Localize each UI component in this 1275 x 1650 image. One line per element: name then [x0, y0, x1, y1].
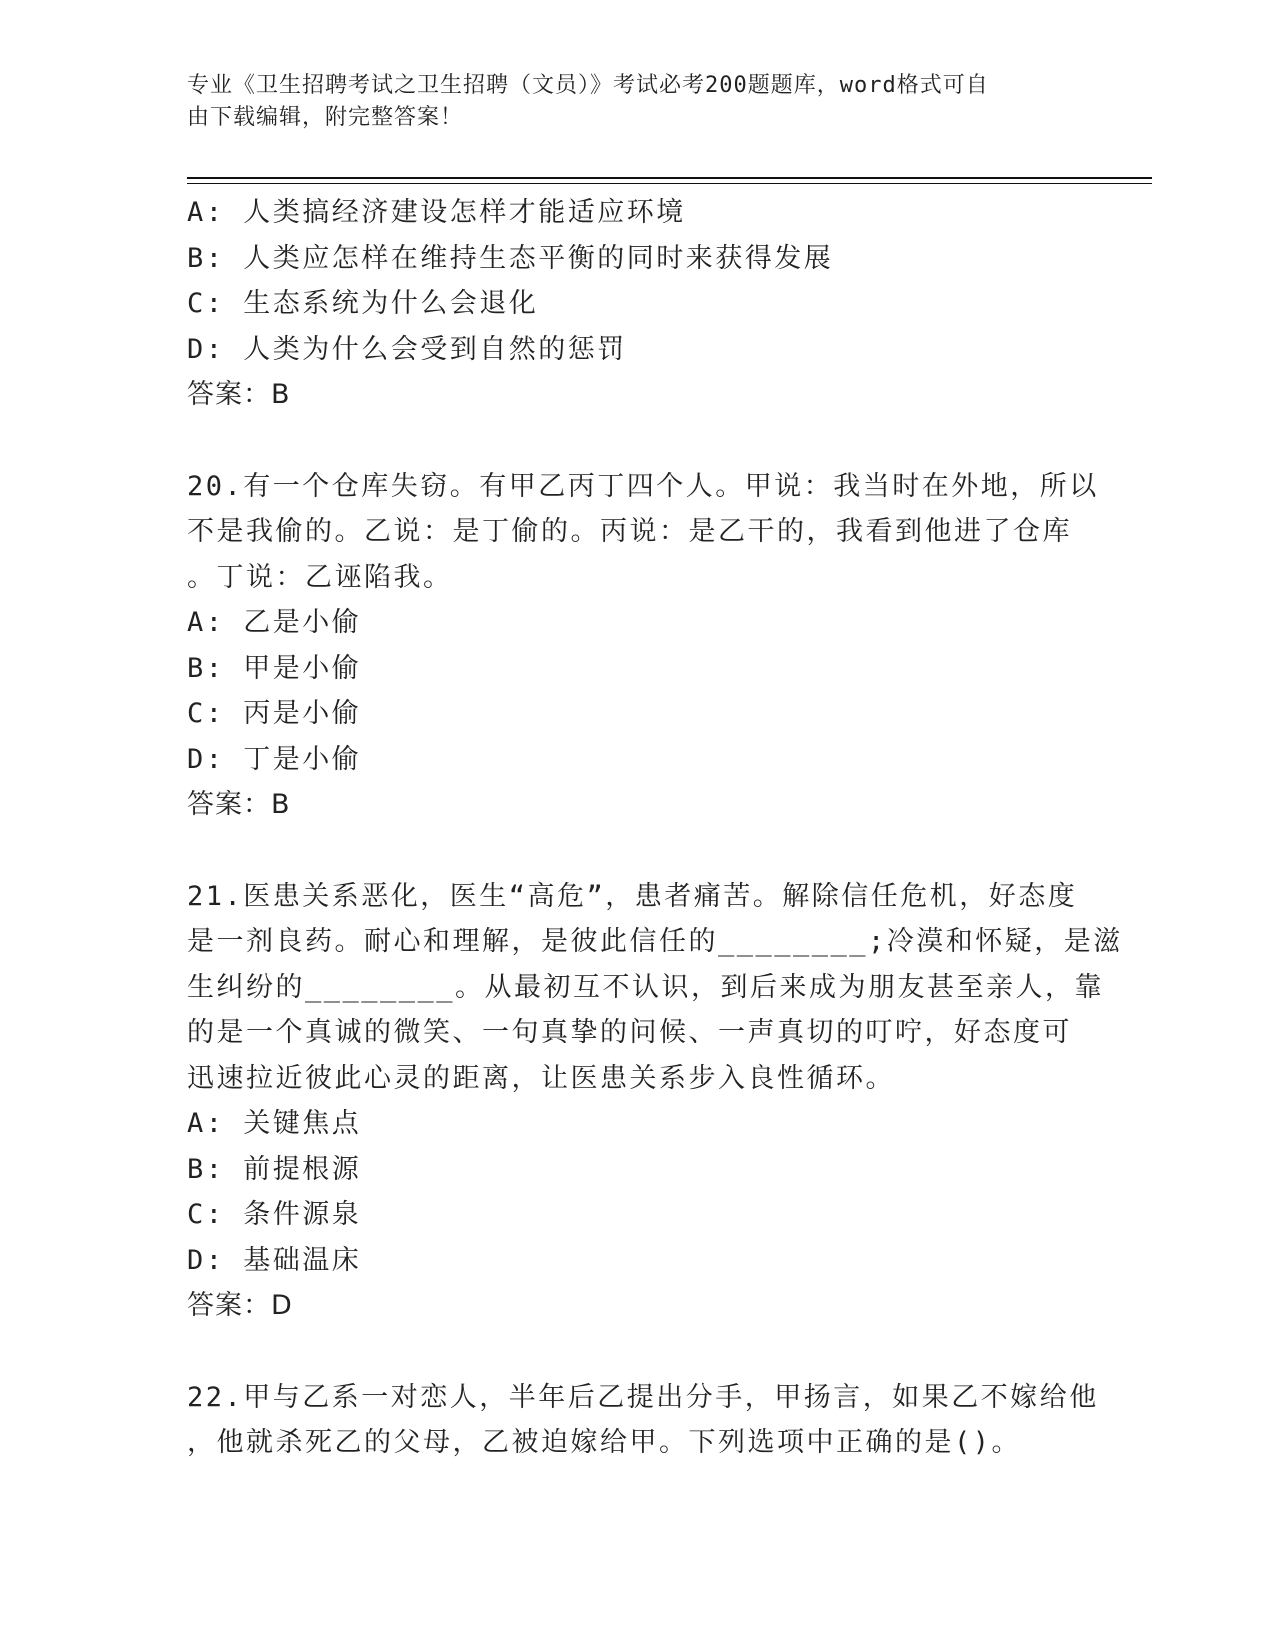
question-text-line: ，他就杀死乙的父母，乙被迫嫁给甲。下列选项中正确的是()。	[187, 1427, 1022, 1458]
question-list	[187, 190, 1123, 1466]
question-text-line: 生纠纷的________。从最初互不认识，到后来成为朋友甚至亲人，靠	[187, 971, 1105, 1003]
option-b: B: 前提根源	[187, 1153, 362, 1185]
answer-label: 答案：D	[187, 1290, 293, 1321]
question-text-line: 22.甲与乙系一对恋人，半年后乙提出分手，甲扬言，如果乙不嫁给他	[187, 1381, 1099, 1413]
option-a: A: 关键焦点	[187, 1108, 362, 1139]
document-header	[187, 70, 1067, 134]
question-text-line: 21.医患关系恶化，医生“高危”，患者痛苦。解除信任危机，好态度	[187, 880, 1078, 912]
option-a: A: 人类搞经济建设怎样才能适应环境	[187, 197, 686, 228]
question-text-line: 是一剂良药。耐心和理解，是彼此信任的________;冷漠和怀疑，是滋	[187, 926, 1123, 957]
header-line-1: 专业《卫生招聘考试之卫生招聘（文员）》考试必考200题题库，word格式可自	[187, 73, 989, 98]
header-rule-thin	[187, 183, 1152, 184]
question-21	[187, 874, 1123, 1329]
question-text-line: 迅速拉近彼此心灵的距离，让医患关系步入良性循环。	[187, 1062, 895, 1094]
question-text-line: 。丁说：乙诬陷我。	[187, 561, 453, 593]
option-a: A: 乙是小偷	[187, 607, 362, 638]
header-line-2: 由下载编辑，附完整答案！	[187, 105, 464, 130]
header-rule-thick	[187, 177, 1152, 179]
option-c: C: 丙是小偷	[187, 698, 362, 729]
option-c: C: 生态系统为什么会退化	[187, 288, 539, 319]
option-b: B: 人类应怎样在维持生态平衡的同时来获得发展	[187, 242, 834, 274]
option-b: B: 甲是小偷	[187, 652, 362, 684]
option-c: C: 条件源泉	[187, 1199, 362, 1230]
option-d: D: 人类为什么会受到自然的惩罚	[187, 333, 627, 365]
option-d: D: 丁是小偷	[187, 743, 362, 775]
question-text-line: 不是我偷的。乙说：是丁偷的。丙说：是乙干的，我看到他进了仓库	[187, 516, 1072, 547]
answer-label: 答案：B	[187, 789, 291, 820]
question-20	[187, 464, 1099, 828]
question-text-line: 的是一个真诚的微笑、一句真挚的问候、一声真切的叮咛，好态度可	[187, 1017, 1072, 1048]
answer-label: 答案：B	[187, 379, 291, 410]
option-d: D: 基础温床	[187, 1244, 362, 1276]
question-22	[187, 1375, 1099, 1466]
question-19-continuation	[187, 190, 1087, 418]
question-text-line: 20.有一个仓库失窃。有甲乙丙丁四个人。甲说：我当时在外地，所以	[187, 470, 1099, 502]
